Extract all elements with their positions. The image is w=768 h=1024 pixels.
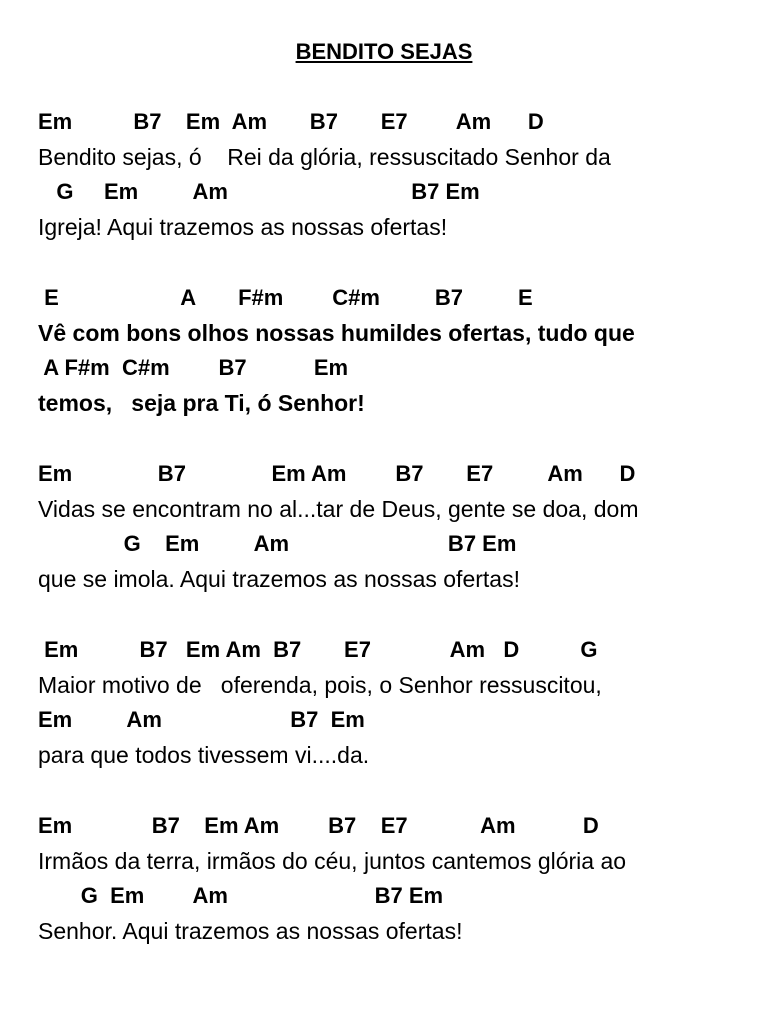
lyric-line: Senhor. Aqui trazemos as nossas ofertas! bbox=[38, 918, 463, 944]
chord-line: G Em Am B7 Em bbox=[38, 179, 480, 204]
chord-line: Em B7 Em Am B7 E7 Am D G bbox=[38, 637, 598, 662]
lyric-line: Maior motivo de oferenda, pois, o Senhor ressuscitou, bbox=[38, 672, 602, 698]
chord-line: Em Am B7 Em bbox=[38, 707, 365, 732]
chord-line: Em B7 Em Am B7 E7 Am D bbox=[38, 109, 544, 134]
chord-line: Em B7 Em Am B7 E7 Am D bbox=[38, 461, 636, 486]
lyric-line: temos, seja pra Ti, ó Senhor! bbox=[38, 390, 365, 416]
lyric-line: que se imola. Aqui trazemos as nossas ofertas! bbox=[38, 566, 520, 592]
lyric-line: Bendito sejas, ó Rei da glória, ressuscitado Senhor da bbox=[38, 144, 611, 170]
lyric-line: para que todos tivessem vi....da. bbox=[38, 742, 370, 768]
lyric-line: Igreja! Aqui trazemos as nossas ofertas! bbox=[38, 214, 448, 240]
lyric-line: Vidas se encontram no al...tar de Deus, gente se doa, dom bbox=[38, 496, 639, 522]
chord-line: E A F#m C#m B7 E bbox=[38, 285, 533, 310]
chord-line: A F#m C#m B7 Em bbox=[38, 355, 349, 380]
chord-line: Em B7 Em Am B7 E7 Am D bbox=[38, 813, 599, 838]
chord-line: G Em Am B7 Em bbox=[38, 883, 444, 908]
lyric-line: Vê com bons olhos nossas humildes ofertas, tudo que bbox=[38, 320, 635, 346]
song-title: BENDITO SEJAS bbox=[295, 39, 473, 64]
lyric-line: Irmãos da terra, irmãos do céu, juntos cantemos glória ao bbox=[38, 848, 627, 874]
chord-line: G Em Am B7 Em bbox=[38, 531, 517, 556]
